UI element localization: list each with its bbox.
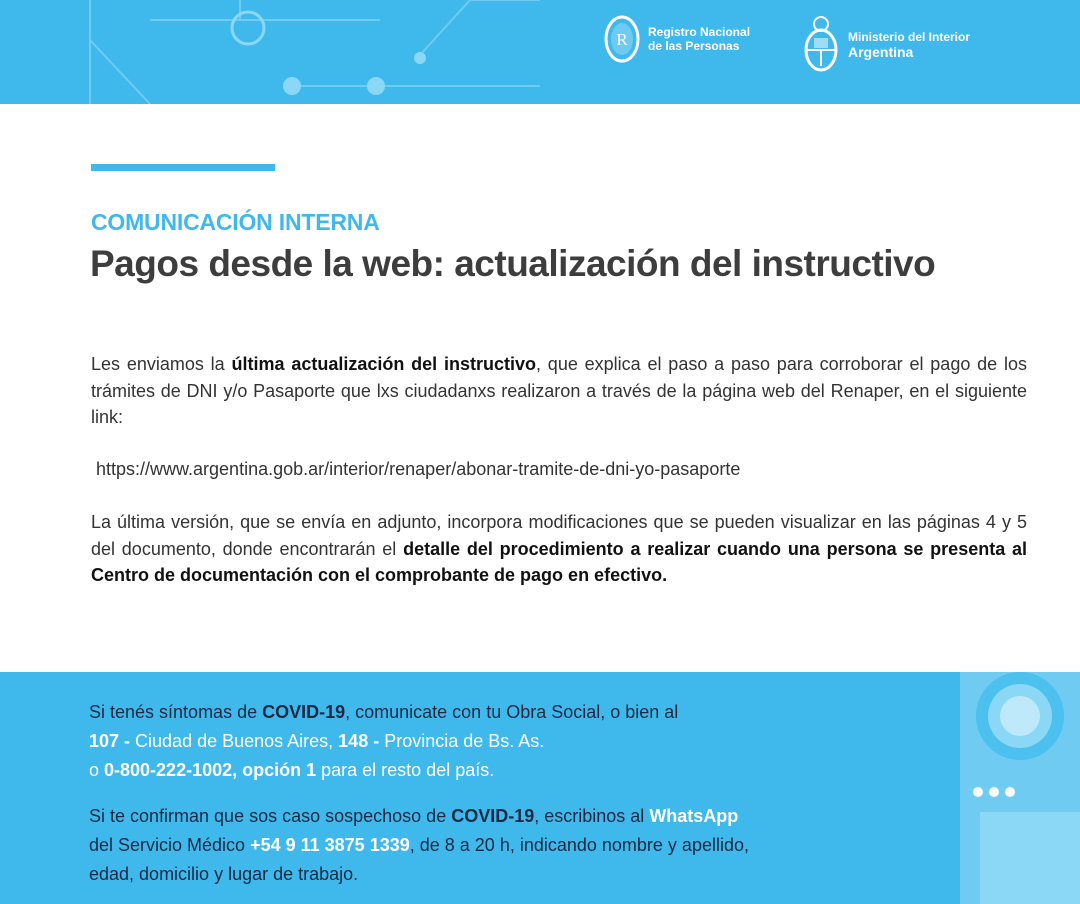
section-kicker: COMUNICACIÓN INTERNA <box>91 209 380 235</box>
p2-text-a: La última versión, que se envía en adjunto, incorpora modificaciones que se pueden visualizar en las páginas 4 y 5 del documento, donde encontrarán el <box>91 512 1027 559</box>
footer-covid-symptoms <box>89 698 678 785</box>
f2-e: del Servicio Médico <box>89 835 251 855</box>
p2-text-bold: detalle del procedimiento a realizar cuando una persona se presenta al Centro de documentación con el comprobante de pago en efectivo. <box>91 538 1027 585</box>
instructivo-link[interactable]: https://www.argentina.gob.ar/interior/renaper/abonar-tramite-de-dni-yo-pasaporte <box>96 459 741 479</box>
paragraph-details <box>91 509 1027 589</box>
f2-c: , escribinos al <box>534 806 650 826</box>
svg-text:R: R <box>616 30 628 49</box>
f1-d: 107 - <box>89 731 131 751</box>
f2-b: COVID-19 <box>451 806 535 826</box>
page-title: Pagos desde la web: actualización del instructivo <box>90 243 936 284</box>
renaper-seal-icon <box>604 14 640 64</box>
f2-d: WhatsApp <box>649 806 739 826</box>
f1-i: 0-800-222-1002, opción 1 <box>104 760 317 780</box>
f2-a: Si te confirman que sos caso sospechoso de <box>89 806 452 826</box>
renaper-name-line2: de las Personas <box>648 39 740 53</box>
footer-covid-whatsapp <box>89 802 749 889</box>
renaper-logo <box>604 14 750 64</box>
renaper-name <box>648 25 750 53</box>
p1-text-bold: última actualización del instructivo <box>231 354 536 374</box>
f1-h: o <box>89 760 105 780</box>
f1-c: , comunicate con tu Obra Social, o bien al <box>345 702 679 722</box>
ministerio-name-line2: Argentina <box>848 43 914 60</box>
renaper-name-line1: Registro Nacional <box>648 25 751 39</box>
f1-e: Ciudad de Buenos Aires, <box>130 731 339 751</box>
ministerio-name-line1: Ministerio del Interior <box>848 29 971 44</box>
f1-g: Provincia de Bs. As. <box>379 731 545 751</box>
f2-h: edad, domicilio y lugar de trabajo. <box>89 864 359 884</box>
header-banner <box>0 0 1080 104</box>
f2-f: +54 9 11 3875 1339 <box>250 835 410 855</box>
ministerio-logo <box>802 14 970 76</box>
f1-j: para el resto del país. <box>316 760 495 780</box>
f1-a: Si tenés síntomas de <box>89 702 263 722</box>
ministerio-name <box>848 30 970 61</box>
f2-g: , de 8 a 20 h, indicando nombre y apellido, <box>409 835 749 855</box>
covid-footer <box>0 672 1080 904</box>
dots-decoration <box>973 787 1015 797</box>
f1-b: COVID-19 <box>262 702 346 722</box>
f1-f: 148 - <box>338 731 380 751</box>
p1-text-a: Les enviamos la <box>91 354 232 374</box>
accent-bar <box>91 164 275 171</box>
paragraph-intro <box>91 351 1027 431</box>
p1-text-c: , que explica el paso a paso para corroborar el pago de los trámites de DNI y/o Pasaporte que lxs ciudadanxs realizaron a través de la página web del Renaper, en el siguiente link: <box>91 354 1027 427</box>
argentina-coat-of-arms-icon <box>802 14 840 76</box>
